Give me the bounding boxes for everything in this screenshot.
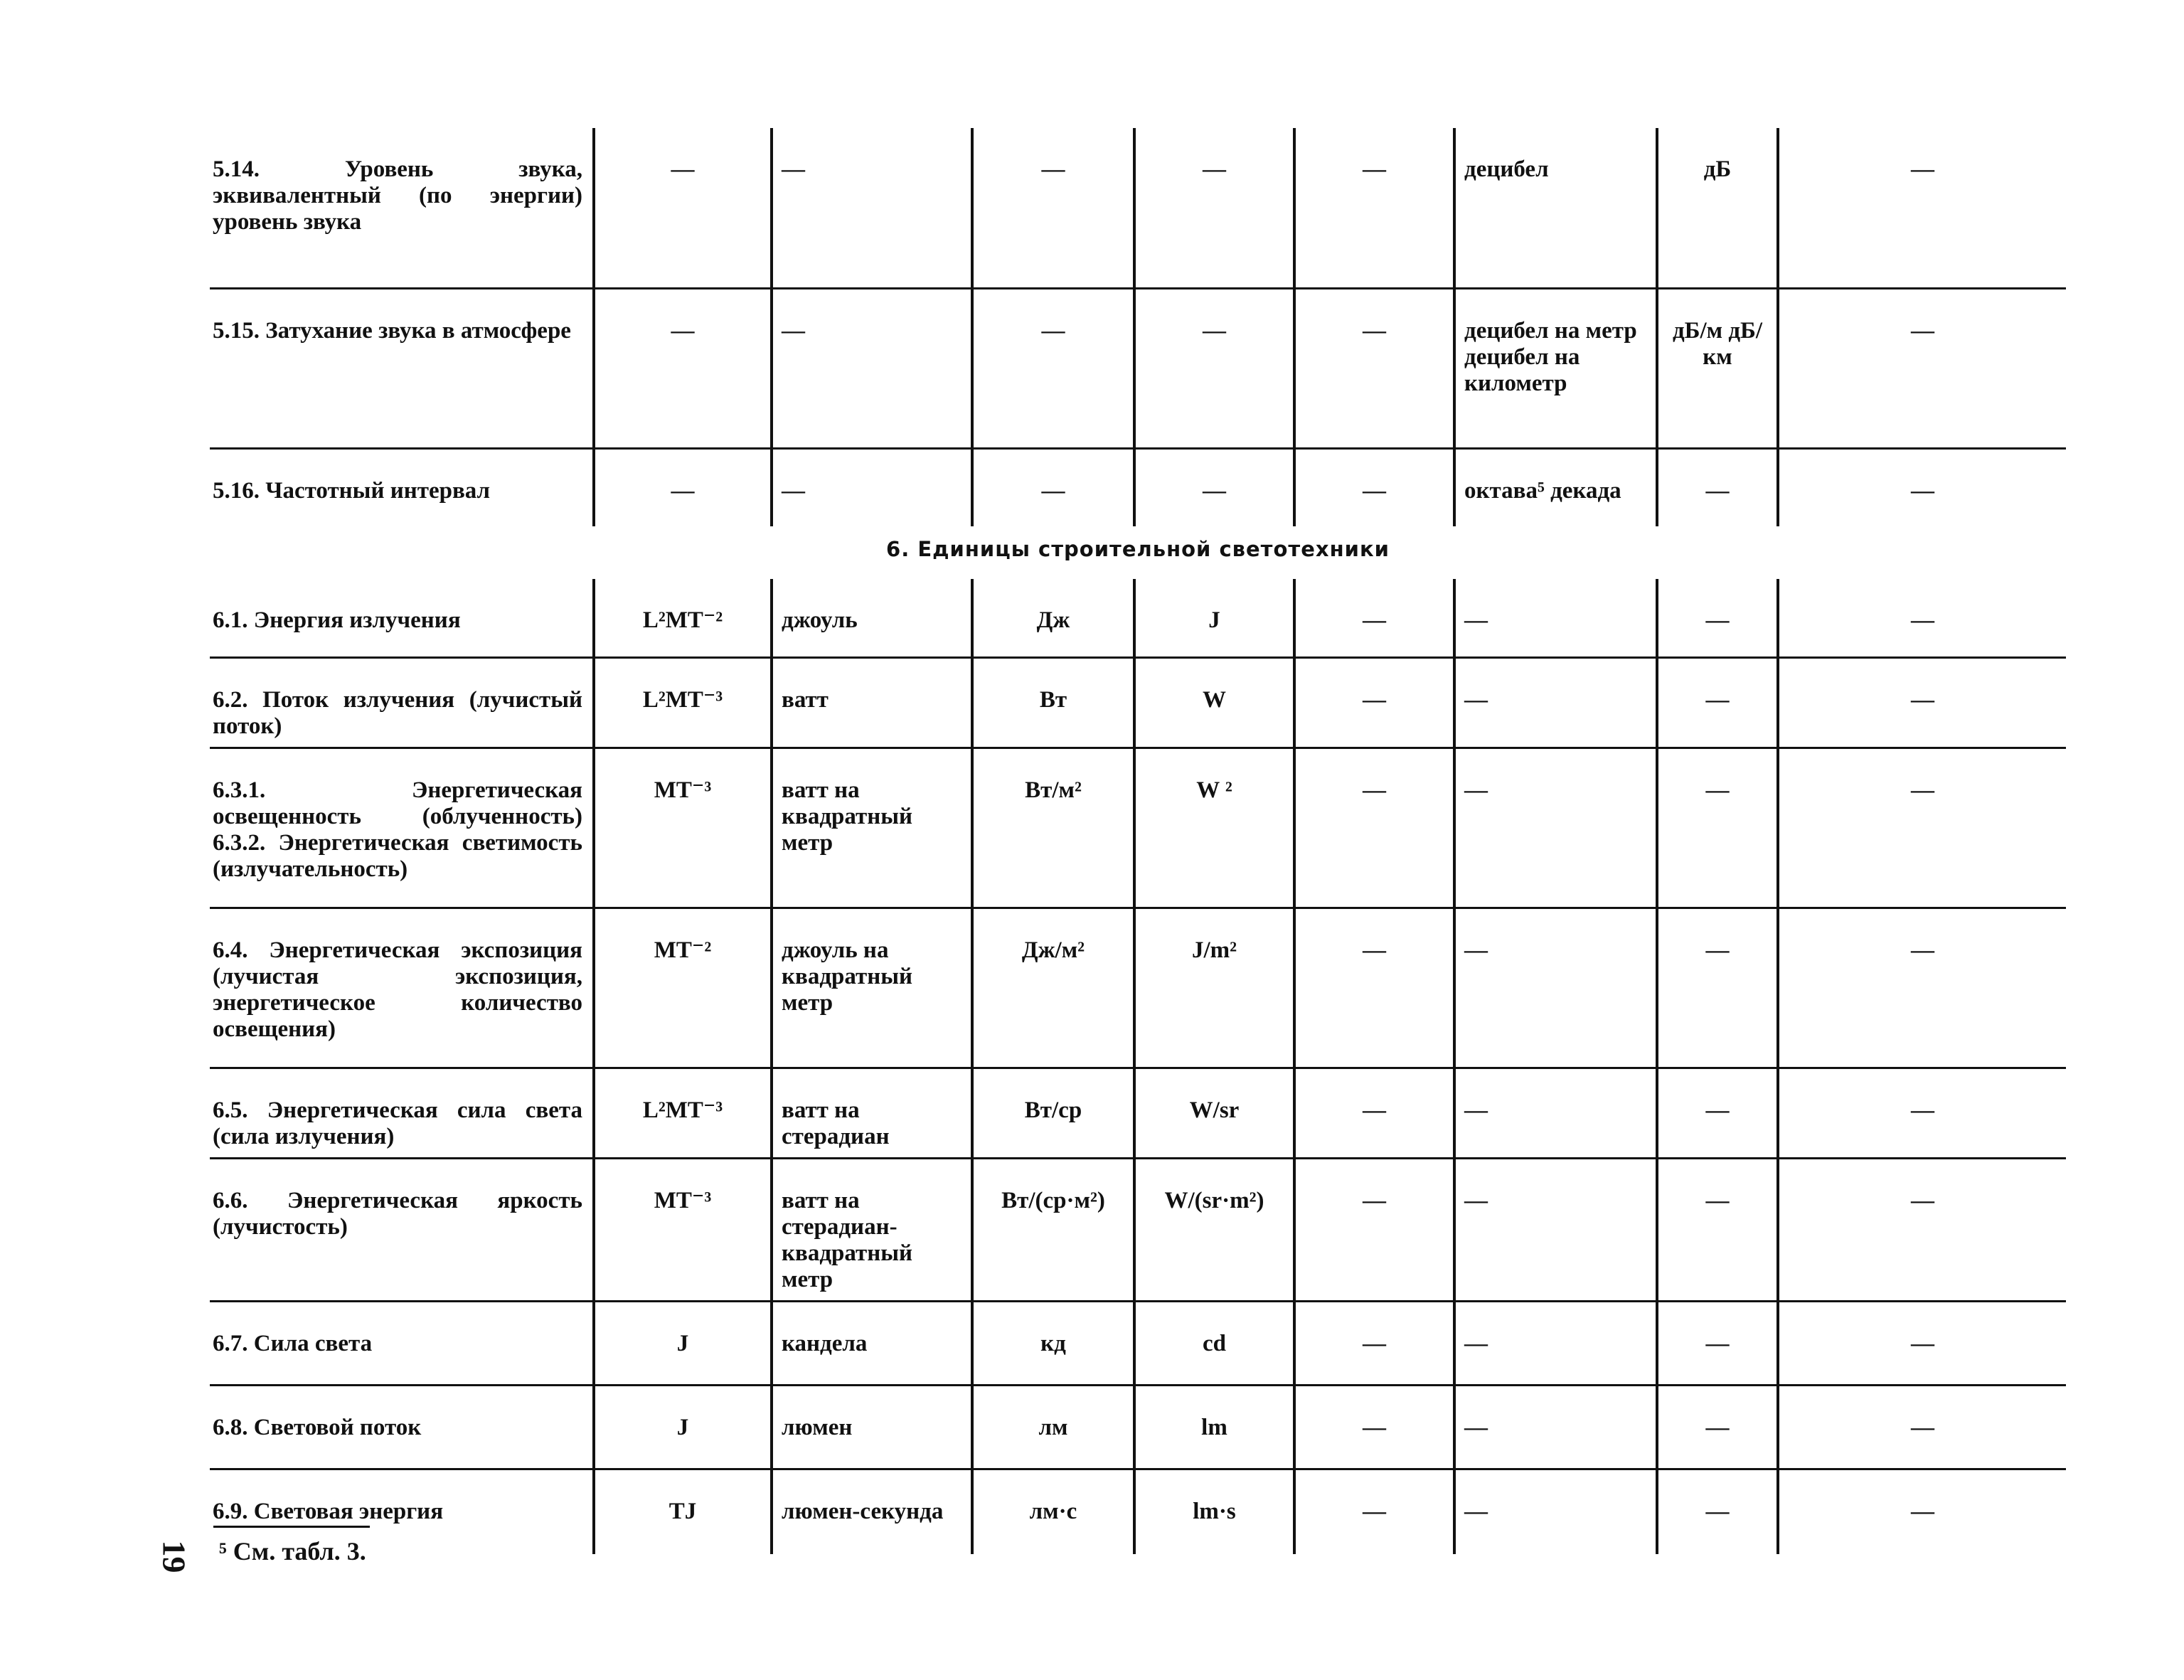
note-cell: —: [1778, 1385, 2066, 1469]
dimension-cell: —: [594, 128, 772, 288]
column-5-cell: —: [1294, 1158, 1454, 1301]
column-5-cell: —: [1294, 1469, 1454, 1554]
quantity-cell: 6.7. Сила света: [210, 1301, 594, 1385]
unit-name-cell: джоуль на квадратный метр: [772, 908, 972, 1068]
unit-symbol-intl-cell: —: [1134, 128, 1294, 288]
other-unit-symbol-cell: дБ/м дБ/км: [1657, 288, 1778, 448]
unit-name-cell: люмен-секунда: [772, 1469, 972, 1554]
unit-symbol-ru-cell: Дж: [972, 579, 1134, 657]
dimension-cell: MT⁻²: [594, 908, 772, 1068]
unit-symbol-ru-cell: Вт: [972, 657, 1134, 748]
column-5-cell: —: [1294, 128, 1454, 288]
quantity-cell: 5.15. Затухание звука в атмосфере: [210, 288, 594, 448]
note-cell: —: [1778, 128, 2066, 288]
note-cell: —: [1778, 1158, 2066, 1301]
table-row: [210, 1469, 2066, 1554]
table-row: [210, 908, 2066, 1068]
unit-symbol-ru-cell: Дж/м²: [972, 908, 1134, 1068]
other-unit-symbol-cell: —: [1657, 657, 1778, 748]
other-unit-cell: —: [1454, 1301, 1657, 1385]
other-unit-symbol-cell: —: [1657, 448, 1778, 526]
unit-symbol-intl-cell: cd: [1134, 1301, 1294, 1385]
table-row: [210, 748, 2066, 908]
unit-name-cell: ватт на квадратный метр: [772, 748, 972, 908]
note-cell: —: [1778, 288, 2066, 448]
footnote: ⁵ См. табл. 3.: [219, 1537, 366, 1565]
quantity-cell: 6.2. Поток излучения (лучистый поток): [210, 657, 594, 748]
other-unit-cell: —: [1454, 1385, 1657, 1469]
unit-symbol-ru-cell: —: [972, 128, 1134, 288]
table-row: [210, 1068, 2066, 1158]
unit-name-cell: —: [772, 128, 972, 288]
other-unit-symbol-cell: —: [1657, 908, 1778, 1068]
units-table: [210, 128, 2066, 1554]
column-5-cell: —: [1294, 288, 1454, 448]
dimension-cell: J: [594, 1385, 772, 1469]
unit-symbol-ru-cell: лм: [972, 1385, 1134, 1469]
quantity-cell: 6.5. Энергетическая сила света (сила излучения): [210, 1068, 594, 1158]
other-unit-cell: —: [1454, 748, 1657, 908]
table-row: [210, 1158, 2066, 1301]
unit-symbol-intl-cell: lm: [1134, 1385, 1294, 1469]
column-5-cell: —: [1294, 657, 1454, 748]
column-5-cell: —: [1294, 448, 1454, 526]
unit-name-cell: —: [772, 448, 972, 526]
other-unit-symbol-cell: —: [1657, 1158, 1778, 1301]
section-5-rows: [210, 128, 2066, 526]
unit-symbol-intl-cell: W/(sr·m²): [1134, 1158, 1294, 1301]
unit-symbol-ru-cell: —: [972, 448, 1134, 526]
unit-symbol-ru-cell: —: [972, 288, 1134, 448]
unit-name-cell: ватт: [772, 657, 972, 748]
unit-name-cell: —: [772, 288, 972, 448]
other-unit-symbol-cell: —: [1657, 579, 1778, 657]
other-unit-cell: —: [1454, 657, 1657, 748]
footnote-rule: [213, 1526, 370, 1528]
note-cell: —: [1778, 748, 2066, 908]
unit-symbol-ru-cell: Вт/м²: [972, 748, 1134, 908]
column-5-cell: —: [1294, 1385, 1454, 1469]
dimension-cell: MT⁻³: [594, 1158, 772, 1301]
table-row: [210, 448, 2066, 526]
other-unit-cell: —: [1454, 1158, 1657, 1301]
quantity-cell: 6.9. Световая энергия: [213, 1498, 444, 1524]
note-cell: —: [1778, 1068, 2066, 1158]
unit-symbol-intl-cell: J/m²: [1134, 908, 1294, 1068]
dimension-cell: L²MT⁻²: [594, 579, 772, 657]
dimension-cell: —: [594, 448, 772, 526]
unit-symbol-intl-cell: —: [1134, 448, 1294, 526]
unit-symbol-intl-cell: W ²: [1134, 748, 1294, 908]
quantity-cell: 6.3.1. Энергетическая освещенность (облученность) 6.3.2. Энергетическая светимость (излучательность): [210, 748, 594, 908]
quantity-cell: 5.16. Частотный интервал: [213, 477, 491, 504]
note-cell: —: [1778, 448, 2066, 526]
other-unit-cell: —: [1454, 1068, 1657, 1158]
unit-symbol-ru-cell: лм·с: [972, 1469, 1134, 1554]
other-unit-symbol-cell: —: [1657, 1385, 1778, 1469]
table-row: [210, 1301, 2066, 1385]
quantity-cell: 5.14. Уровень звука, эквивалентный (по энергии) уровень звука: [210, 128, 594, 288]
other-unit-cell: децибел: [1454, 128, 1657, 288]
note-cell: —: [1778, 908, 2066, 1068]
note-cell: —: [1778, 579, 2066, 657]
unit-symbol-intl-cell: —: [1134, 288, 1294, 448]
unit-symbol-ru-cell: Вт/ср: [972, 1068, 1134, 1158]
other-unit-symbol-cell: —: [1657, 1068, 1778, 1158]
other-unit-cell: —: [1454, 908, 1657, 1068]
table-row: [210, 657, 2066, 748]
unit-name-cell: джоуль: [772, 579, 972, 657]
other-unit-cell: —: [1454, 579, 1657, 657]
document-page: [210, 128, 2066, 1554]
note-cell: —: [1778, 657, 2066, 748]
quantity-cell: 6.1. Энергия излучения: [210, 579, 594, 657]
unit-symbol-intl-cell: lm·s: [1134, 1469, 1294, 1554]
unit-name-cell: ватт на стерадиан-квадратный метр: [772, 1158, 972, 1301]
other-unit-cell: октава⁵ декада: [1454, 448, 1657, 526]
dimension-cell: J: [594, 1301, 772, 1385]
other-unit-cell: децибел на метр децибел на километр: [1454, 288, 1657, 448]
section-6-title: 6. Единицы строительной светотехники: [886, 537, 1390, 561]
table-row: [210, 128, 2066, 288]
column-5-cell: —: [1294, 579, 1454, 657]
column-5-cell: —: [1294, 1301, 1454, 1385]
dimension-cell: L²MT⁻³: [594, 657, 772, 748]
unit-symbol-ru-cell: кд: [972, 1301, 1134, 1385]
dimension-cell: —: [594, 288, 772, 448]
section-6-rows: [210, 579, 2066, 1554]
table-row: [210, 288, 2066, 448]
other-unit-symbol-cell: —: [1657, 1469, 1778, 1554]
quantity-cell: 6.4. Энергетическая экспозиция (лучистая экспозиция, энергетическое количество освещения): [210, 908, 594, 1068]
dimension-cell: TJ: [594, 1469, 772, 1554]
unit-symbol-intl-cell: J: [1134, 579, 1294, 657]
table-row: [210, 579, 2066, 657]
unit-name-cell: люмен: [772, 1385, 972, 1469]
column-5-cell: —: [1294, 1068, 1454, 1158]
unit-symbol-intl-cell: W: [1134, 657, 1294, 748]
other-unit-symbol-cell: —: [1657, 1301, 1778, 1385]
unit-symbol-intl-cell: W/sr: [1134, 1068, 1294, 1158]
other-unit-cell: —: [1454, 1469, 1657, 1554]
page-number: 19: [156, 1540, 193, 1573]
quantity-cell: 6.6. Энергетическая яркость (лучистость): [210, 1158, 594, 1301]
note-cell: —: [1778, 1301, 2066, 1385]
unit-symbol-ru-cell: Вт/(ср·м²): [972, 1158, 1134, 1301]
quantity-cell: 6.8. Световой поток: [210, 1385, 594, 1469]
other-unit-symbol-cell: дБ: [1657, 128, 1778, 288]
table-row: [210, 1385, 2066, 1469]
column-5-cell: —: [1294, 748, 1454, 908]
note-cell: —: [1778, 1469, 2066, 1554]
dimension-cell: MT⁻³: [594, 748, 772, 908]
unit-name-cell: кандела: [772, 1301, 972, 1385]
column-5-cell: —: [1294, 908, 1454, 1068]
unit-name-cell: ватт на стерадиан: [772, 1068, 972, 1158]
dimension-cell: L²MT⁻³: [594, 1068, 772, 1158]
other-unit-symbol-cell: —: [1657, 748, 1778, 908]
